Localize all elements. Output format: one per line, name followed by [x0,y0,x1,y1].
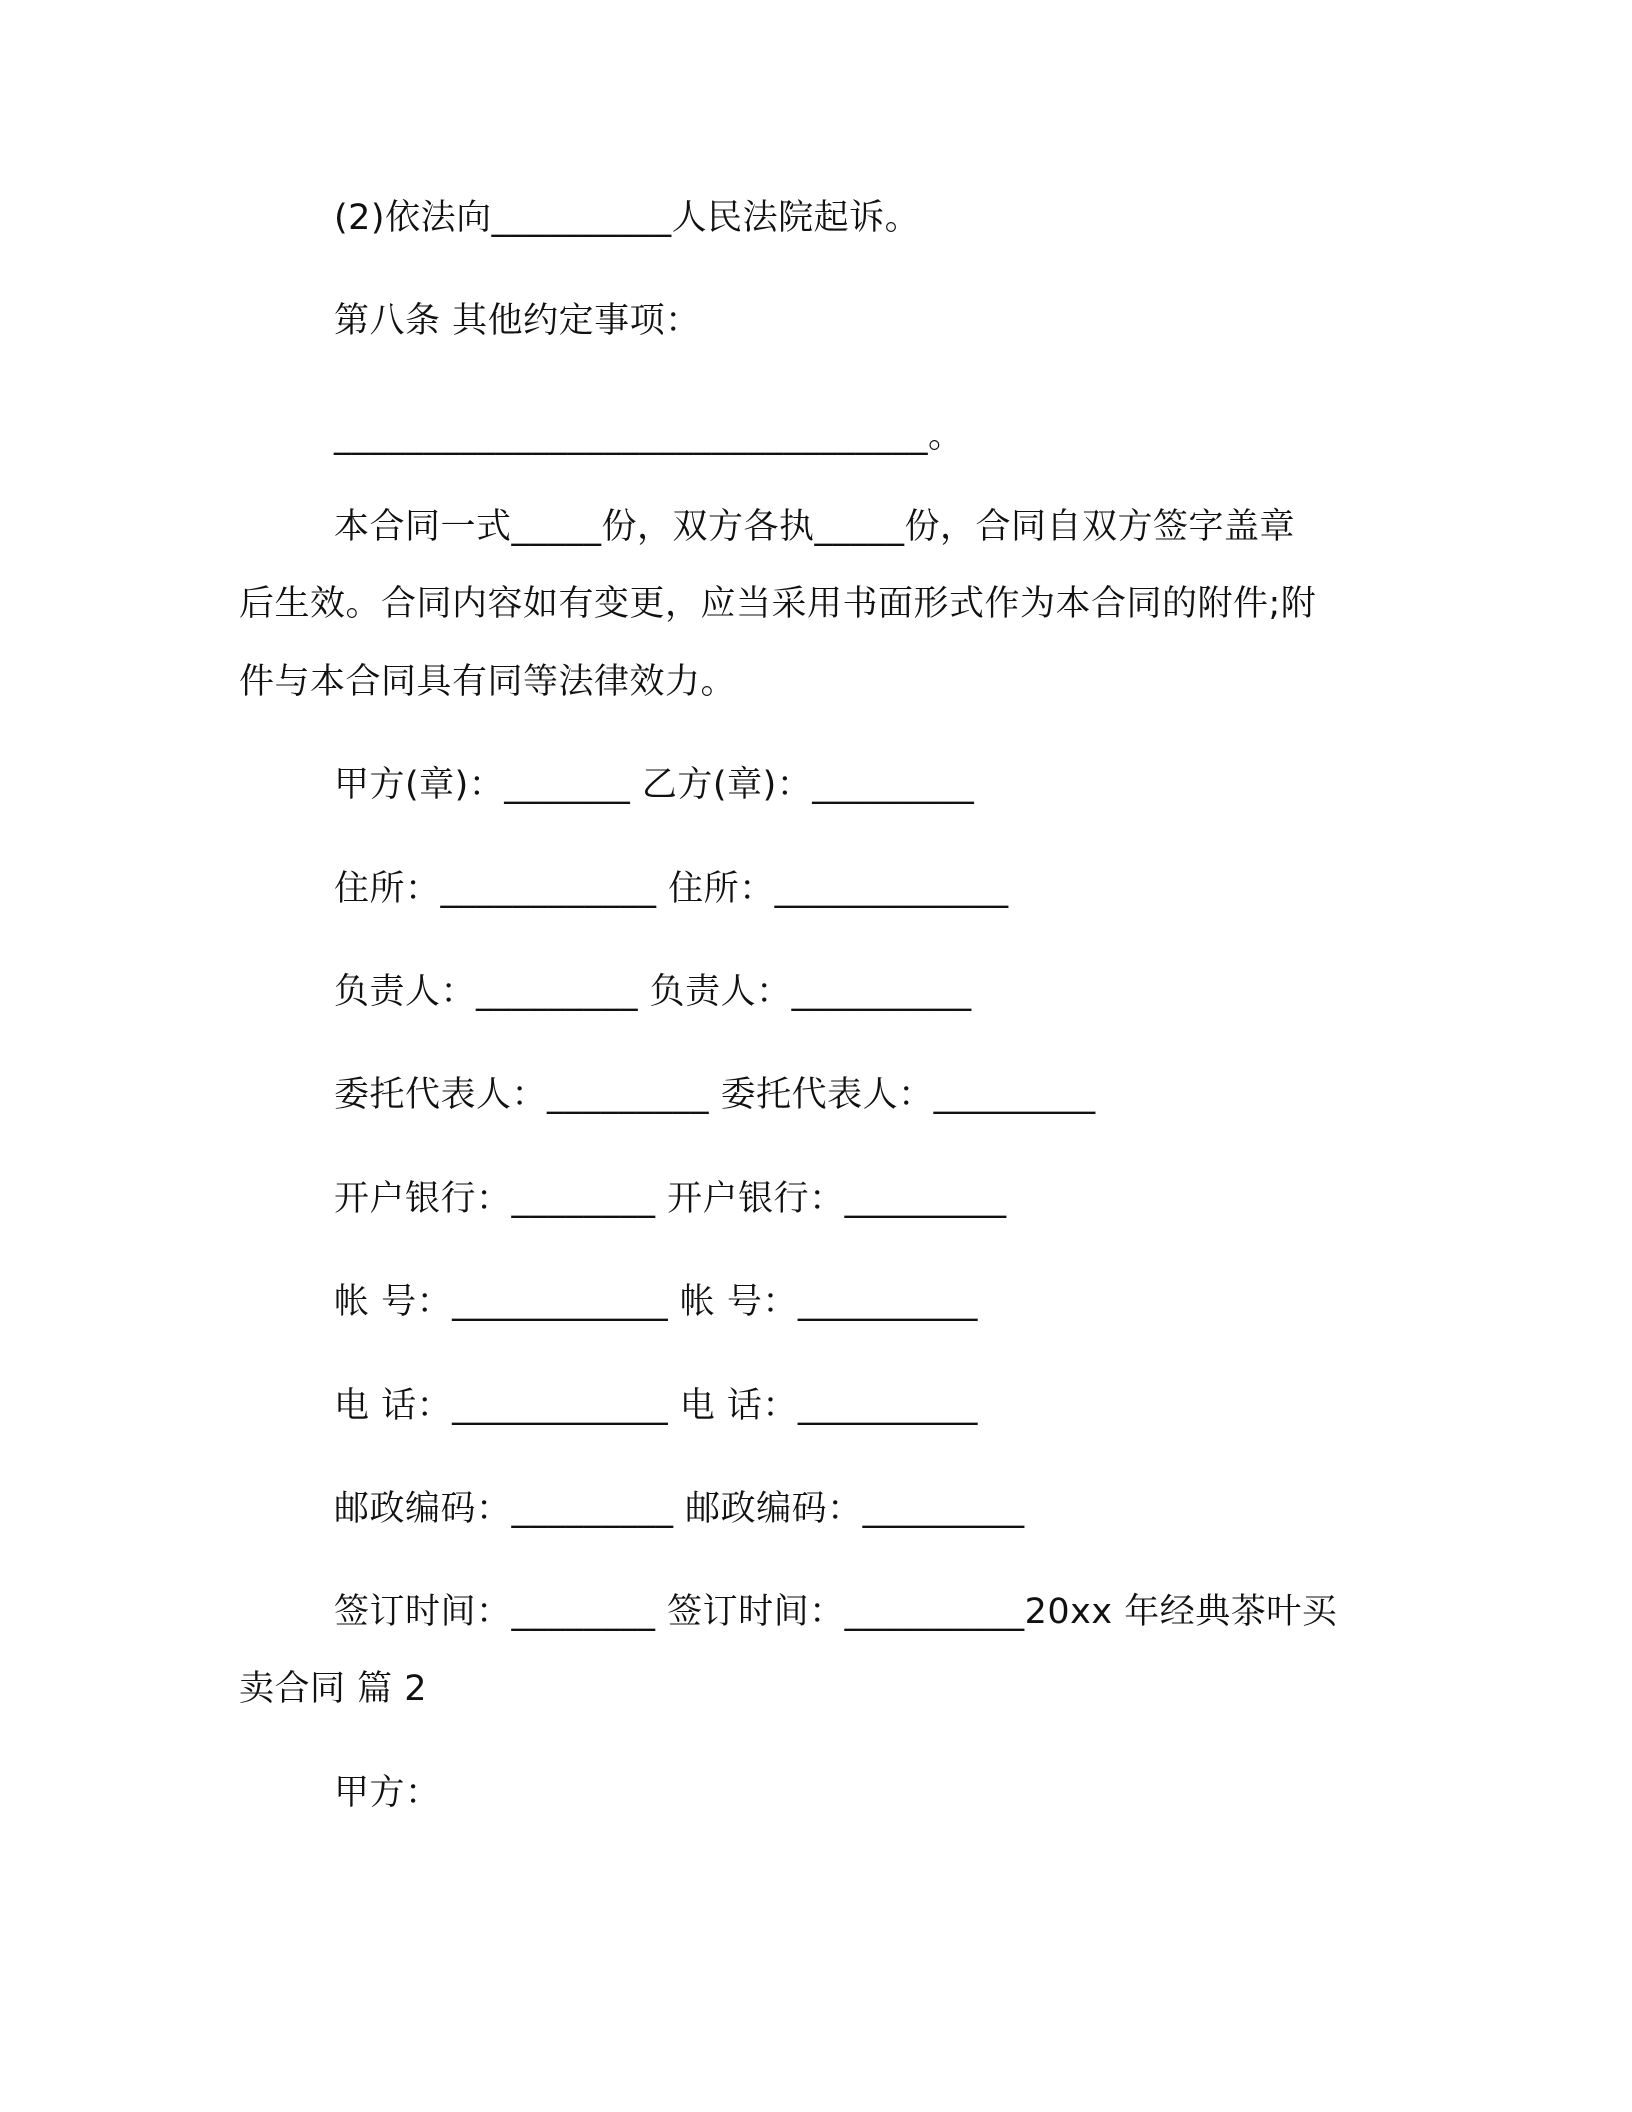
contract-two-heading: 卖合同 篇 2 [239,1669,428,1709]
other-matters-blank: _________________________________。 [334,416,964,456]
copies-clause-line-3: 件与本合同具有同等法律效力。 [239,662,737,702]
article-eight-heading: 第八条 其他约定事项： [334,301,701,341]
address-line: 住所：____________ 住所：_____________ [334,869,1009,909]
responsible-person-line: 负责人：_________ 负责人：__________ [334,972,972,1012]
phone-line: 电 话：____________ 电 话：__________ [334,1386,978,1426]
postal-code-line: 邮政编码：_________ 邮政编码：_________ [334,1489,1025,1529]
bank-line: 开户银行：________ 开户银行：_________ [334,1179,1007,1219]
account-number-line: 帐 号：____________ 帐 号：__________ [334,1282,978,1322]
signing-date-line: 签订时间：________ 签订时间：__________20xx 年经典茶叶买 [334,1592,1338,1632]
copies-clause-line-2: 后生效。合同内容如有变更，应当采用书面形式作为本合同的附件;附 [239,584,1317,624]
authorized-representative-line: 委托代表人：_________ 委托代表人：_________ [334,1075,1096,1115]
party-a-line: 甲方： [334,1773,441,1813]
party-seal-line: 甲方(章)：_______ 乙方(章)：_________ [334,765,975,805]
clause-lawsuit-court: (2)依法向__________人民法院起诉。 [334,198,921,238]
copies-clause-line-1: 本合同一式_____份，双方各执_____份，合同自双方签字盖章 [334,507,1296,547]
